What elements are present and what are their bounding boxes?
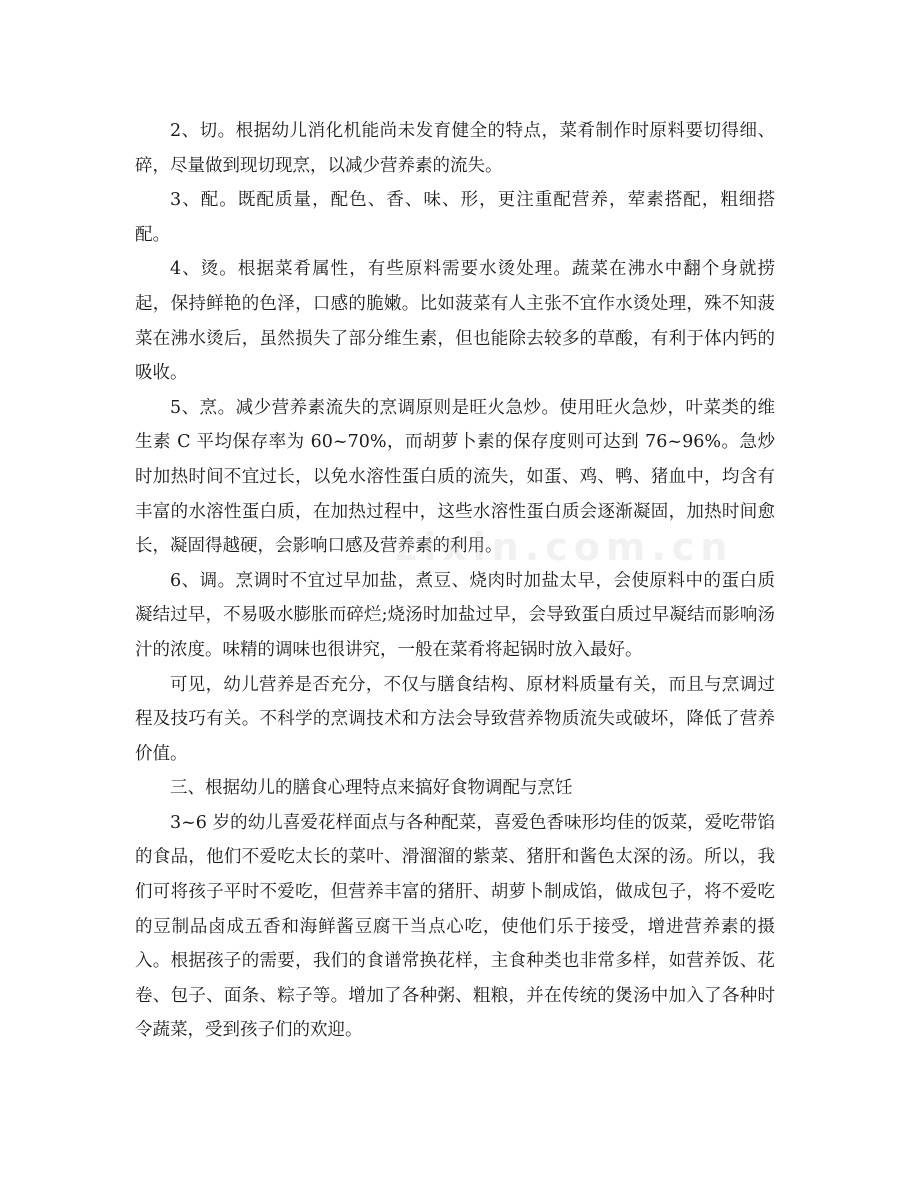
paragraph-cook: 5、烹。减少营养素流失的烹调原则是旺火急炒。使用旺火急炒，叶菜类的维生素 C 平均保存率为 60~70%，而胡萝卜素的保存度则可达到 76~96%。急炒时加热时间不宜过长，以免水溶性蛋白质的流失，如蛋、鸡、鸭、猪血中，均含有丰富的水溶性蛋白质，在加热过程中，这些水溶性蛋白质会逐渐凝固，加热时间愈长，凝固得越硬，会影响口感及营养素的利用。: [135, 397, 775, 557]
paragraph-season: 6、调。烹调时不宜过早加盐，煮豆、烧肉时加盐太早，会使原料中的蛋白质凝结过早，不易吸水膨胀而碎烂;烧汤时加盐过早，会导致蛋白质过早凝结而影响汤汁的浓度。味精的调味也很讲究，一般在菜肴将起锅时放入最好。: [135, 570, 775, 660]
paragraph-match: 3、配。既配质量，配色、香、味、形，更注重配营养，荤素搭配，粗细搭配。: [135, 190, 775, 245]
paragraph-cut: 2、切。根据幼儿消化机能尚未发育健全的特点，菜肴制作时原料要切得细、碎，尽量做到现切现烹，以减少营养素的流失。: [135, 121, 775, 176]
paragraph-conclusion: 可见，幼儿营养是否充分，不仅与膳食结构、原材料质量有关，而且与烹调过程及技巧有关。不科学的烹调技术和方法会导致营养物质流失或破坏，降低了营养价值。: [135, 674, 775, 764]
paragraph-psychology: 3~6 岁的幼儿喜爱花样面点与各种配菜，喜爱色香味形均佳的饭菜，爱吃带馅的食品，他们不爱吃太长的菜叶、滑溜溜的紫菜、猪肝和酱色太深的汤。所以，我们可将孩子平时不爱吃，但营养丰富的猪肝、胡萝卜制成馅，做成包子，将不爱吃的豆制品卤成五香和海鲜酱豆腐干当点心吃，使他们乐于接受，增进营养素的摄入。根据孩子的需要，我们的食谱常换花样，主食种类也非常多样，如营养饭、花卷、包子、面条、粽子等。增加了各种粥、粗粮，并在传统的煲汤中加入了各种时令蔬菜，受到孩子们的欢迎。: [135, 812, 775, 1041]
paragraph-blanch: 4、烫。根据菜肴属性，有些原料需要水烫处理。蔬菜在沸水中翻个身就捞起，保持鲜艳的色泽，口感的脆嫩。比如菠菜有人主张不宜作水烫处理，殊不知菠菜在沸水烫后，虽然损失了部分维生素，但也能除去较多的草酸，有利于体内钙的吸收。: [135, 259, 775, 384]
document-body: [135, 114, 775, 1048]
section-heading: 三、根据幼儿的膳食心理特点来搞好食物调配与烹饪: [170, 778, 573, 799]
watermark: zixin.com.cn: [395, 525, 734, 569]
